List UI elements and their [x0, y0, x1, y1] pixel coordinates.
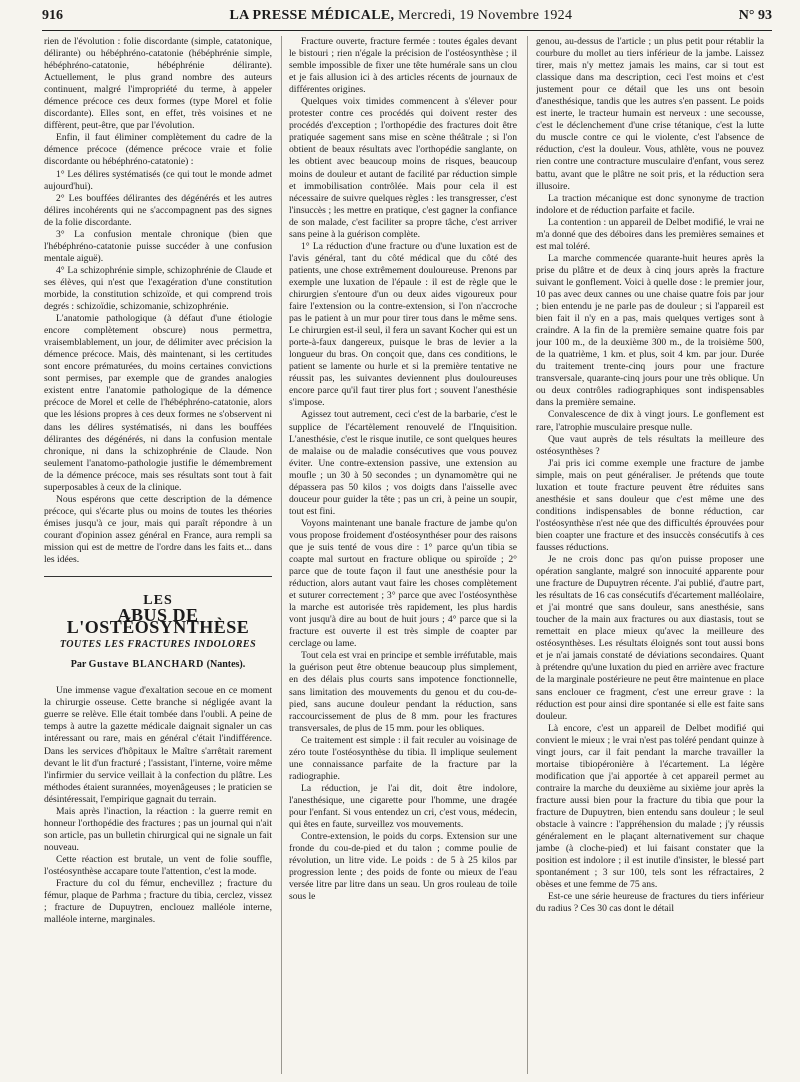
- article-heading: [44, 595, 272, 671]
- paragraph: 4° La schizophrénie simple, schizophrénie de Claude et ses élèves, qui n'est que l'exagération d'une constitution morbide, la constitution schizoïde, et qui comprend trois degrés : schizoïdie, schizomanie, schizophrénie.: [44, 264, 272, 313]
- paragraph: La traction mécanique est donc synonyme de traction indolore et de réduction parfaite et facile.: [536, 192, 764, 216]
- paragraph: Fracture du col du fémur, enchevillez ; fracture du fémur, plaque de Parhma ; fracture du tibia, cerclez, vissez ; fracture de Dupuytren, enclouez malléole interne, malléole interne, marginales.: [44, 878, 272, 926]
- column-2: [289, 36, 517, 1076]
- paragraph: Ce traitement est simple : il fait reculer au voisinage de zéro toute l'ostéosynthèse du tibia. Il implique seulement une connaissance parfaite de la fracture par la radiographie.: [289, 734, 517, 782]
- paragraph: Agissez tout autrement, ceci c'est de la barbarie, c'est le supplice de l'écartèlement renouvelé de l'Inquisition. L'anesthésie, c'est le risque inutile, ce sont quelques heures de malaise ou de maladie consécutives que vous pouvez éviter. Une contre-extension passive, une extension au moufle ; un 30 à 50 secondes ; un dynamomètre qui ne dépassera pas 50 kilos ; vos doigts dans l'aisselle avec douceur pour guider la tête ; pas un cri, à peine un soupir, tout est fini.: [289, 409, 517, 517]
- byline-par: Par: [70, 659, 87, 671]
- paragraph: Est-ce une série heureuse de fractures du tiers inférieur du radius ? Ces 30 cas dont le détail: [536, 891, 764, 915]
- issue-date: Mercredi, 19 Novembre 1924: [398, 8, 573, 23]
- paragraph: Tout cela est vrai en principe et semble irréfutable, mais la guérison peut être obtenue beaucoup plus simplement, en des délais plus courts sans impotence fonctionnelle, sans limitation des mouvements du genou et du cou-de-pied, sans aucune douleur pendant la réduction, sans raccourcissement de plus de 8 mm. pour les fractures transversales, de plus de 15 mm. pour les obliques.: [289, 650, 517, 734]
- paragraph: La réduction, je l'ai dit, doit être indolore, l'anesthésique, une cigarette pour l'homme, une dragée pour l'enfant. Si vous entendez un cri, c'est vous, médecin, qui êtes en faute, surveillez vos mouvements.: [289, 782, 517, 831]
- paragraph: 3° La confusion mentale chronique (bien que l'hébéphréno-catatonie puisse succéder à une confusion mentale aiguë).: [44, 228, 272, 264]
- article-title: ABUS DE L'OSTÉOSYNTHÈSE: [66, 605, 250, 638]
- journal-title: [229, 8, 572, 24]
- paragraph: Je ne crois donc pas qu'on puisse proposer une opération sanglante, malgré son innocuité apparente pour une fracture de Dupuytren récente. J'ai publié, d'autre part, les résultats de 16 cas consécutifs d'écartement malléolaire, et j'ai montré que sans douleur, sans anesthésie, sans toucher de la main aux fractures ou aux diastasis, tout se remettait en place mieux qu'avec la meilleure des ostéosynthèses. Les résultats éloignés sont tout aussi bons et je n'ai jamais constaté de déviations secondaires. Quant à prétendre qu'une luxation du pied en arrière avec fracture de la marginale postérieure ne peut être maintenue en place sans enclouer ce fragment, c'est une erreur grave : la réduction est pour ainsi dire spontanée si elle est faite sans douleur.: [536, 554, 764, 722]
- author-city: (Nantes).: [206, 659, 246, 671]
- author-name: Gustave BLANCHARD: [88, 659, 205, 671]
- header-rule: [42, 30, 772, 31]
- paragraph: rien de l'évolution : folie discordante (simple, catatonique, délirante) ou hébéphréno-catatonie (hébéphrénie simple, hébéphréno-catatonie, hébéphrénie délirante). Actuellement, le plus grand nombre des auteurs continuent, malgré l'impropriété du terme, à appeler démence précoce ces deux formes (type Morel et folie discordante). Elles sont, en effet, très voisines et ne diffèrent, peut-être, que par l'évolution.: [44, 36, 272, 132]
- paragraph: 1° La réduction d'une fracture ou d'une luxation est de l'avis général, tant du côté médical que du côté des patients, une chose extrêmement douloureuse. Prenons par exemple une luxation de l'épaule : il est de règle que le chirurgien s'entoure d'un ou deux aides vigoureux pour faire l'extension ou la contre-extension, si l'on n'accroche pas le patient à un mur pour tirer tous dans le même sens. Le chirurgien est-il seul, il fera un savant Kocher qui est un porte-à-faux dangereux, puisque le bras de levier a la longueur du bras. On conçoit que, dans ces conditions, le patient se lamente ou hurle et si la première tentative ne réussit pas, les suivantes deviennent plus douloureuses encore parce qu'il faut tirer plus fort ; souvent l'anesthésie s'impose.: [289, 240, 517, 409]
- paragraph: Contre-extension, le poids du corps. Extension sur une fronde du cou-de-pied et du talon ; comme poulie de révolution, un litre vide. Le poids : de 5 à 25 kilos par progression lente ; des poids de fonte ou mieux de l'eau versée litre par litre dans un seau. Un gros rouleau de toile sous le: [289, 831, 517, 903]
- paragraph: La contention : un appareil de Delbet modifié, le vrai ne m'a donné que des déboires dans les premières semaines et est mal toléré.: [536, 216, 764, 252]
- article-title-prefix: LES: [143, 593, 173, 609]
- article-byline: [44, 659, 272, 671]
- paragraph: Que vaut auprès de tels résultats la meilleure des ostéosynthèses ?: [536, 433, 764, 457]
- paragraph: Là encore, c'est un appareil de Delbet modifié qui convient le mieux ; le vrai n'est pas toléré pendant quinze à vingt jours, car il fait pendant la marche travailler la mortaise tibiopéronière à l'écartement. La légère modification que j'ai apportée à cet appareil permet au contraire la marche du deuxième au sixième jour après la fracture aussi bien pour la fracture du tibia que pour la fracture de Dupuytren, bien entendu sans douleur ; le seul obstacle à vaincre : l'appréhension du malade ; j'y réussis généralement en le plaçant alternativement sur chaque jambe (à cloche-pied) et lui faisant constater que la position est indolore ; il est inutile d'insister, le blessé part spontanément ; 3 sur 100, tels sont les réfractaires, 2 obèses et une femme de 75 ans.: [536, 722, 764, 891]
- column-divider: [527, 36, 528, 1074]
- paragraph: Mais après l'inaction, la réaction : la guerre remit en honneur l'orthopédie des fractures ; pas un journal qui n'ait son article, pas un bulletin chirurgical qui ne signale un fait nouveau.: [44, 805, 272, 853]
- paragraph: Convalescence de dix à vingt jours. Le gonflement est rare, l'atrophie musculaire presque nulle.: [536, 409, 764, 433]
- journal-name: LA PRESSE MÉDICALE,: [229, 8, 395, 23]
- paragraph: L'anatomie pathologique (à défaut d'une étiologie encore complètement obscure) nous permettra, vraisemblablement, un jour, de délimiter avec précision la démence précoce. Mais, dès maintenant, si les certitudes sont encore prématurées, du moins certaines convictions sont permises, par exemple que de grandes analogies existent entre l'anatomie pathologique de la démence précoce de Morel et celle de l'hébéphréno-catatonie, alors que les lésions propres à ces deux formes ne s'observent ni dans les délires systématisés, ni dans les bouffées délirantes des dégénérés, ni dans la confusion mentale chronique, ni dans la schizophrénie de Claude. Non seulement l'anatomo-pathologie justifie le démembrement de la démence précoce, mais ses résultats sont tout à fait superposables à ceux de la clinique.: [44, 313, 272, 493]
- page-header: [42, 8, 772, 28]
- paragraph: Une immense vague d'exaltation secoue en ce moment la chirurgie osseuse. Cette branche si négligée avant la guerre se relève. Elle était tombée dans l'oubli. A peine de temps à autre la gazette médicale daignait signaler un cas intéressant ou rare, mais en général c'était l'indifférence. Dans les services d'hôpitaux le Maître s'arrêtait rarement devant le lit d'un fracturé ; l'assistant, l'interne, voire même l'infirmier du service veillait à la confection du plâtre. Les méthodes étaient surannées, moyenâgeuses ; le praticien se désintéressait, l'empirique gagnait du terrain.: [44, 685, 272, 805]
- column-3: [536, 36, 764, 1076]
- issue-number: N° 93: [738, 8, 772, 23]
- paragraph: genou, au-dessus de l'article ; un plus petit pour rétablir la courbure du mollet au tiers inférieur de la jambe. Laissez tirer, mais n'y mettez jamais les mains, car si tout est classique dans ma description, ceci l'est moins et c'est justement pour ce détail que les uns ont besoin d'anesthésique, tandis que les autres s'en passent. Le poids est inerte, le tracteur humain est nerveux : une secousse, c'est le déclenchement d'une crise tétanique, c'est la lutte du muscle contre ce qui le violente, c'est l'absence de réduction, c'est la douleur. Vous, athlète, vous ne pouvez rien contre une contracture musculaire d'enfant, vous serez battu, avant que le plâtre ne soit pris, et la réduction sera illusoire.: [536, 36, 764, 192]
- paragraph: Enfin, il faut éliminer complètement du cadre de la démence précoce (démence précoce vraie et folie discordante ou hébéphréno-catatonie) :: [44, 132, 272, 168]
- column-divider: [281, 36, 282, 1074]
- column-1: [44, 36, 272, 1076]
- paragraph: 2° Les bouffées délirantes des dégénérés et les autres délires incohérents qui ne s'accompagnent pas des signes de la folie discordante.: [44, 192, 272, 228]
- article-separator: [44, 576, 272, 577]
- paragraph: Cette réaction est brutale, un vent de folie souffle, l'ostéosynthèse accapare toute l'attention, c'est la mode.: [44, 853, 272, 877]
- paragraph: 1° Les délires systématisés (ce qui tout le monde admet aujourd'hui).: [44, 168, 272, 192]
- paragraph: Quelques voix timides commencent à s'élever pour protester contre ces procédés qui doivent rester des procédés d'exception ; l'orthopédie des fractures doit être pratiquée sagement sans mise en scène théâtrale ; si l'on obtient de beaux résultats avec l'orthopédie sanglante, on les obtient avec beaucoup moins de risques, beaucoup moins de douleur et autant de facilité par réduction simple et immobilisation contrôlée. Mais pour cela il est nécessaire de suivre quelques règles : les transgresser, c'est l'insuccès ; les mettre en pratique, c'est gagner la confiance de son malade, c'est faciliter sa propre tâche, c'est arriver sans peine à la guérison complète.: [289, 96, 517, 240]
- paragraph: La marche commencée quarante-huit heures après la prise du plâtre et de deux à cinq jours après la fracture suivant le gonflement. Voici à quelle dose : le premier jour, 10 pas avec deux cannes ou une chaise quatre fois par jour ; bien entendu je ne parle pas de douleur ; si l'appareil est bien fait il n'y en a pas, mais quelques vertiges sont à craindre. A la fin de la première semaine quatre fois par jour 100 m., de la deuxième 300 m., de la troisième 500, de la quatrième, 1 km. et plus, soit 4 km. par jour. Durée du traitement trente-cinq jours pour une fracture transversale, quarante-cinq jours pour une très oblique. Un ou deux contrôles radiographiques sont indispensables dans la première semaine.: [536, 252, 764, 409]
- paragraph: J'ai pris ici comme exemple une fracture de jambe simple, mais on peut généraliser. Je prétends que toute luxation et toute fracture peuvent être réduites sans anesthésie et sans douleur que c'est même une des conditions indispensables de bonne réduction, car l'ostéosynthèse n'est née que des difficultés éprouvées pour bien coapter une fracture et des insuccès consécutifs à ces fausses réductions.: [536, 457, 764, 553]
- paragraph: Fracture ouverte, fracture fermée : toutes égales devant le bistouri ; rien n'égale la précision de l'ostéosynthèse ; il semble impossible de fixer une tête humérale sans un clou et je fais allusion ici à des articles récents de journaux de différentes origines.: [289, 36, 517, 96]
- article-subtitle: TOUTES LES FRACTURES INDOLORES: [59, 639, 257, 651]
- paragraph: Nous espérons que cette description de la démence précoce, qui s'écarte plus ou moins de toutes les théories émises jusqu'à ce jour, mais qui paraît répondre à un courant d'opinion assez général en France, aura rempli sa mission qui est de mettre de l'ordre dans les faits et... dans les idées.: [44, 493, 272, 566]
- page-number: 916: [42, 8, 63, 23]
- paragraph: Voyons maintenant une banale fracture de jambe qu'on vous propose froidement d'ostéosynthéser pour des raisons que je suis tenté de vous dire : 1° parce qu'un tibia se coapte mal surtout en fracture oblique ou spiroïde ; 2° parce que de toute façon il faut une anesthésie pour la réduction, alors autant vaut faire les choses complètement et suturer correctement ; 3° parce que avec l'ostéosynthèse la marche est autorisée très rapidement, les plus hardis vont jusqu'à dire au bout de huit jours ; 4° parce que si la fracture est ouverte il est très simple de coapter par cerclage ou lame.: [289, 517, 517, 650]
